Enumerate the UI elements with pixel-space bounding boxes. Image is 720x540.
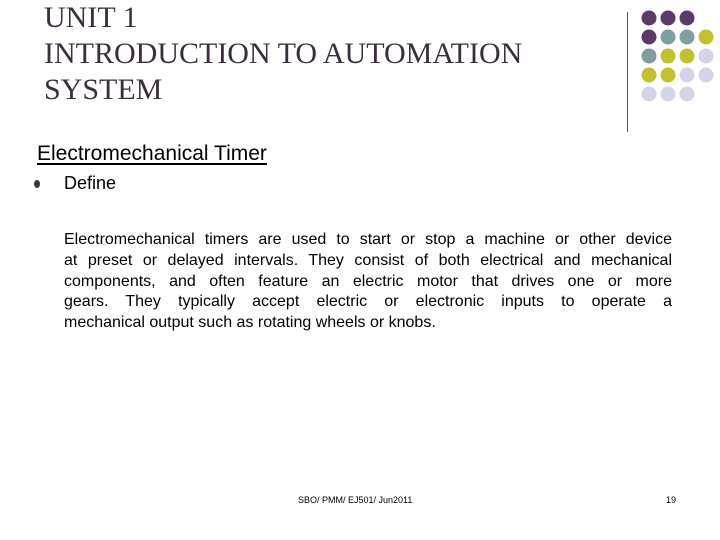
paragraph-line: gears. They typically accept electric or electronic inputs to operate a <box>64 293 672 311</box>
decorative-dot <box>699 30 714 45</box>
title-line-3: SYSTEM <box>44 73 163 106</box>
bullet-text: Define <box>64 173 117 193</box>
decorative-dot <box>642 11 657 26</box>
decorative-dot <box>661 68 676 83</box>
decorative-dot <box>680 11 695 26</box>
title-line-2: INTRODUCTION TO AUTOMATION <box>44 37 523 70</box>
decorative-vertical-line <box>627 12 628 132</box>
page-number: 19 <box>666 495 677 505</box>
decorative-dot <box>680 49 695 64</box>
title-line-1: UNIT 1 <box>44 1 138 34</box>
decorative-dot <box>680 30 695 45</box>
decorative-dot <box>642 30 657 45</box>
section-heading: Electromechanical Timer <box>37 142 267 165</box>
decorative-dot <box>680 87 695 102</box>
footer-text: SBO/ PMM/ EJ501/ Jun2011 <box>298 495 413 505</box>
decorative-dot <box>661 30 676 45</box>
decorative-dot <box>680 68 695 83</box>
definition-paragraph <box>64 230 672 334</box>
decorative-dot <box>661 11 676 26</box>
bullet-icon <box>34 180 40 188</box>
slide-title <box>44 0 604 108</box>
paragraph-line: mechanical output such as rotating wheels or knobs. <box>64 314 436 332</box>
decorative-dot <box>642 87 657 102</box>
paragraph-line: at preset or delayed intervals. They consist of both electrical and mechanical <box>64 251 672 269</box>
decorative-dot <box>699 49 714 64</box>
paragraph-line: Electromechanical timers are used to start or stop a machine or other device <box>64 231 672 248</box>
decorative-dot <box>642 68 657 83</box>
decorative-dot <box>661 49 676 64</box>
paragraph-line: components, and often feature an electric motor that drives one or more <box>64 272 672 290</box>
decorative-dot <box>699 68 714 83</box>
decorative-dot-grid <box>641 10 720 122</box>
decorative-dot <box>661 87 676 102</box>
decorative-dot <box>642 49 657 64</box>
